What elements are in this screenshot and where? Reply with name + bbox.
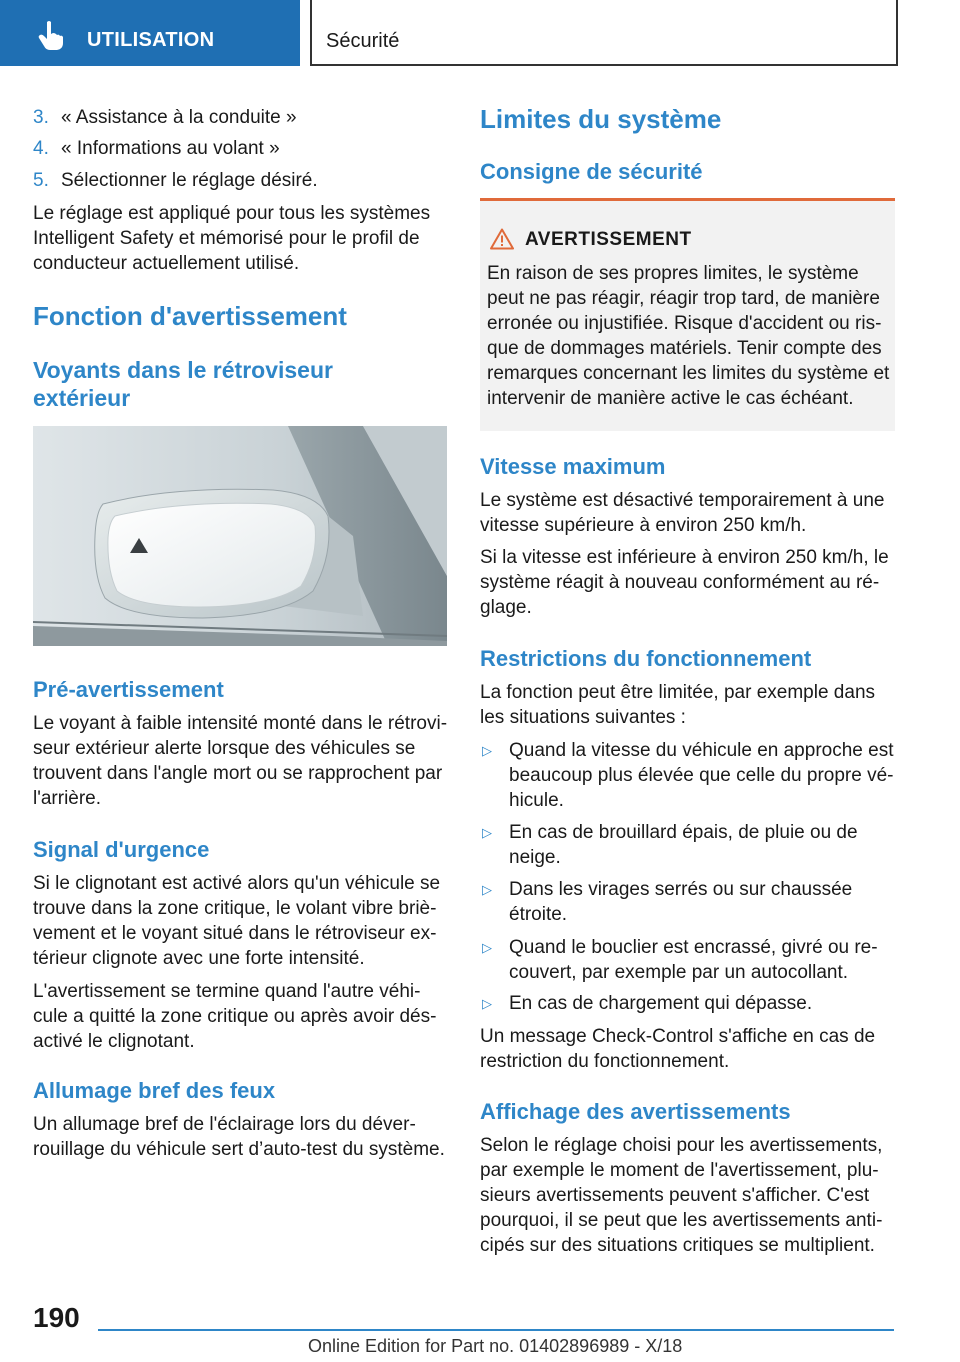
- bullet-text: En cas de brouillard épais, de pluie ou de neige.: [509, 822, 858, 868]
- bullet-triangle-icon: ▷: [482, 825, 492, 840]
- step-text: Sélectionner le réglage désiré.: [61, 170, 318, 191]
- section-tab: [310, 0, 898, 66]
- step-text: « Assistance à la conduite »: [61, 107, 297, 128]
- warning-triangle-icon: [490, 228, 514, 250]
- warning-box: [480, 198, 895, 431]
- hand-pointer-icon: [34, 20, 68, 50]
- warning-text: En raison de ses propres limites, le système peut ne pas réagir, réagir trop tard, de manière erronée ou injustifiée. Risque d'accident ou risque de dommages matériels. Tenir compte des remarques concernant les limites du système et intervenir de manière active le cas échéant.: [487, 263, 890, 409]
- warning-title: AVERTISSEMENT: [525, 229, 692, 250]
- mirror-illustration: [33, 426, 447, 646]
- chapter-tab[interactable]: [0, 0, 300, 66]
- section-label: Sécurité: [326, 30, 400, 52]
- heading-vitesse: Vitesse maximum: [480, 454, 666, 479]
- bullet-triangle-icon: ▷: [482, 940, 492, 955]
- signal-text-1: Si le clignotant est activé alors qu'un véhicule se trouve dans la zone critique, le volant vibre brièvement et le voyant situé dans le rétroviseur extérieur clignote avec une forte intensité.: [33, 873, 441, 969]
- bullet-triangle-icon: ▷: [482, 743, 492, 758]
- heading-consigne: Consigne de sécurité: [480, 159, 703, 184]
- heading-restrictions: Restrictions du fonctionnement: [480, 646, 812, 671]
- step-text: « Informations au volant »: [61, 138, 280, 159]
- step-number: 3.: [33, 107, 49, 128]
- heading-limites: Limites du système: [480, 104, 722, 134]
- bullet-text: En cas de chargement qui dépasse.: [509, 993, 813, 1014]
- allumage-text: Un allumage bref de l'éclairage lors du déverrouillage du véhicule sert d’auto-test du système.: [33, 1114, 445, 1160]
- bullet-triangle-icon: ▷: [482, 996, 492, 1011]
- heading-allumage: Allumage bref des feux: [33, 1078, 276, 1103]
- edition-text: Online Edition for Part no. 01402896989 - X/18: [308, 1336, 683, 1356]
- restrictions-intro: La fonction peut être limitée, par exemple dans les situations suivantes :: [480, 682, 876, 728]
- bullet-text: Quand le bouclier est encrassé, givré ou recouvert, par exemple par un autocollant.: [509, 937, 878, 983]
- step-number: 5.: [33, 170, 49, 191]
- heading-fonction: Fonction d'avertissement: [33, 301, 347, 331]
- intro-paragraph: Le réglage est appliqué pour tous les systèmes Intelligent Safety et mémorisé pour le profil de conducteur actuellement utilisé.: [33, 203, 431, 274]
- bullet-text: Dans les virages serrés ou sur chaussée étroite.: [509, 879, 853, 925]
- heading-signal: Signal d'urgence: [33, 837, 210, 862]
- step-number: 4.: [33, 138, 49, 159]
- page-number: 190: [33, 1302, 80, 1333]
- heading-pre-avertissement: Pré-avertissement: [33, 677, 224, 702]
- signal-text-2: L'avertissement se termine quand l'autre véhicule a quitté la zone critique ou après avoir désactivé le clignotant.: [33, 981, 437, 1052]
- pre-avertissement-text: Le voyant à faible intensité monté dans le rétroviseur extérieur alerte lorsque des véhicules se trouvent dans l'angle mort ou se rapprochent par l'arrière.: [33, 713, 448, 809]
- restrictions-outro: Un message Check-Control s'affiche en cas de restriction du fonctionnement.: [480, 1026, 876, 1072]
- heading-affichage: Affichage des avertissements: [480, 1099, 791, 1124]
- vitesse-text-2: Si la vitesse est inférieure à environ 250 km/h, le système réagit à nouveau conformément au réglage.: [480, 547, 889, 618]
- vitesse-text-1: Le système est désactivé temporairement à une vitesse supérieure à environ 250 km/h.: [480, 490, 885, 536]
- bullet-text: Quand la vitesse du véhicule en approche est beaucoup plus élevée que celle du propre véhicule.: [509, 740, 894, 811]
- chapter-label: UTILISATION: [87, 29, 215, 51]
- footer-divider: [98, 1329, 894, 1331]
- heading-voyants: Voyants dans le rétroviseur extérieur: [33, 357, 333, 411]
- affichage-text: Selon le réglage choisi pour les avertissements, par exemple le moment de l'avertissement, plusieurs avertissements peuvent s'afficher. C'est pourquoi, il se peut que les avertissements anticipés sur des situations critiques se multiplient.: [480, 1135, 883, 1256]
- bullet-triangle-icon: ▷: [482, 882, 492, 897]
